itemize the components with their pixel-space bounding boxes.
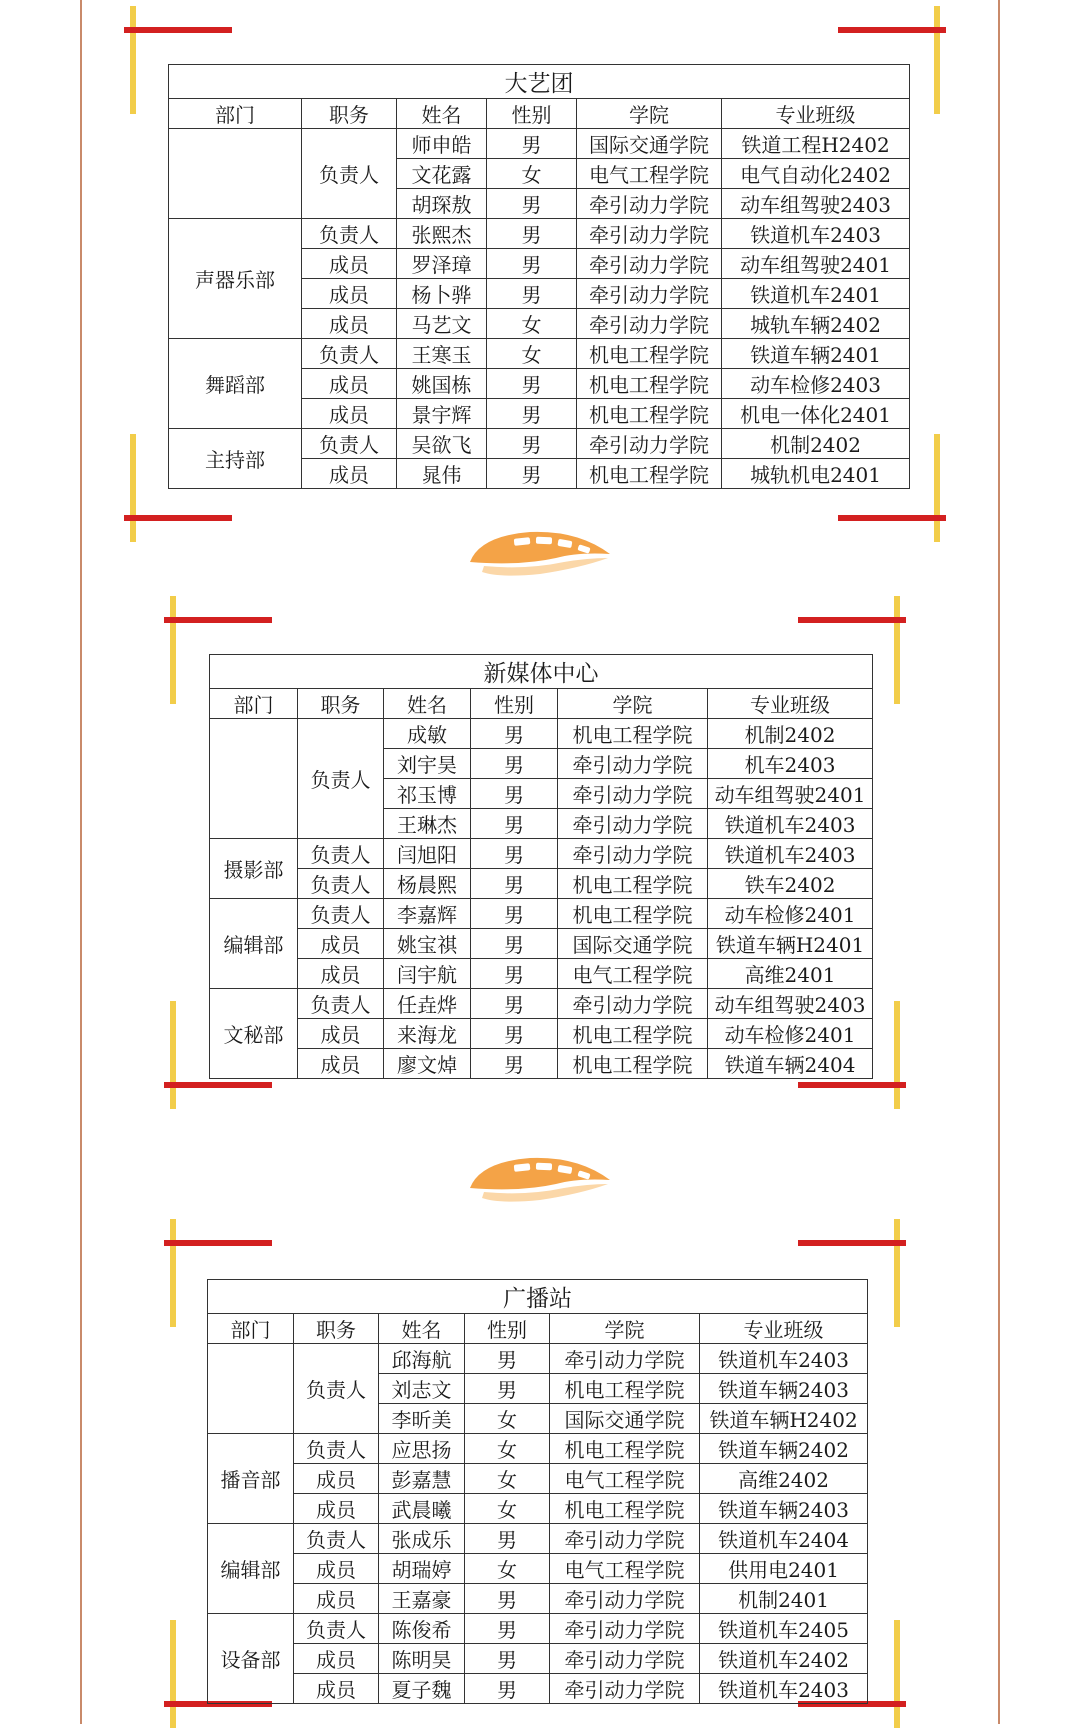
- gender-cell: 男: [487, 369, 577, 399]
- gender-cell: 男: [471, 779, 558, 809]
- college-cell: 牵引动力学院: [550, 1644, 700, 1674]
- class-cell: 动车检修2403: [722, 369, 910, 399]
- role-cell: 负责人: [294, 1434, 379, 1464]
- college-cell: 牵引动力学院: [558, 809, 708, 839]
- name-cell: 闫宇航: [384, 959, 471, 989]
- corner-frame-icon: [894, 1219, 900, 1327]
- name-cell: 文花露: [397, 159, 487, 189]
- dept-cell: 设备部: [208, 1614, 294, 1704]
- gender-cell: 女: [465, 1494, 550, 1524]
- role-cell: 负责人: [294, 1344, 379, 1434]
- column-header: 学院: [577, 99, 722, 129]
- name-cell: 闫旭阳: [384, 839, 471, 869]
- name-cell: 罗泽璋: [397, 249, 487, 279]
- class-cell: 铁道机车2404: [700, 1524, 868, 1554]
- column-header: 部门: [208, 1314, 294, 1344]
- role-cell: 负责人: [294, 1524, 379, 1554]
- dept-cell: 文秘部: [210, 989, 298, 1079]
- role-cell: 成员: [294, 1644, 379, 1674]
- class-cell: 铁道机车2403: [708, 809, 873, 839]
- name-cell: 师申皓: [397, 129, 487, 159]
- table-row: [169, 429, 910, 459]
- header-row: [169, 99, 910, 129]
- role-cell: 成员: [302, 309, 397, 339]
- column-header: 姓名: [397, 99, 487, 129]
- name-cell: 姚宝祺: [384, 929, 471, 959]
- class-cell: 铁道车辆2403: [700, 1494, 868, 1524]
- gender-cell: 男: [471, 809, 558, 839]
- corner-frame-icon: [170, 1620, 176, 1728]
- role-cell: 负责人: [302, 129, 397, 219]
- class-cell: 动车检修2401: [708, 1019, 873, 1049]
- roster-table: [209, 654, 873, 1079]
- table-row: [208, 1524, 868, 1554]
- table-row: [210, 989, 873, 1019]
- gender-cell: 男: [471, 929, 558, 959]
- table-row: [208, 1584, 868, 1614]
- dept-cell: 舞蹈部: [169, 339, 302, 429]
- gender-cell: 男: [487, 429, 577, 459]
- table-row: [208, 1614, 868, 1644]
- column-header: 性别: [465, 1314, 550, 1344]
- table-row: [210, 899, 873, 929]
- college-cell: 电气工程学院: [550, 1464, 700, 1494]
- corner-frame-icon: [894, 1001, 900, 1109]
- dept-cell: 播音部: [208, 1434, 294, 1524]
- class-cell: 机电一体化2401: [722, 399, 910, 429]
- role-cell: 成员: [298, 929, 384, 959]
- college-cell: 牵引动力学院: [550, 1524, 700, 1554]
- gender-cell: 女: [465, 1464, 550, 1494]
- role-cell: 负责人: [302, 429, 397, 459]
- column-header: 学院: [558, 689, 708, 719]
- name-cell: 吴欲飞: [397, 429, 487, 459]
- role-cell: 成员: [294, 1494, 379, 1524]
- gender-cell: 男: [471, 1019, 558, 1049]
- corner-frame-icon: [934, 6, 940, 114]
- college-cell: 牵引动力学院: [577, 249, 722, 279]
- column-header: 部门: [210, 689, 298, 719]
- name-cell: 彭嘉慧: [379, 1464, 465, 1494]
- corner-frame-icon: [164, 1240, 272, 1246]
- gender-cell: 男: [471, 749, 558, 779]
- page-border-left: [80, 0, 82, 1724]
- class-cell: 铁道车辆2404: [708, 1049, 873, 1079]
- class-cell: 动车检修2401: [708, 899, 873, 929]
- role-cell: 负责人: [298, 899, 384, 929]
- role-cell: 负责人: [298, 719, 384, 839]
- gender-cell: 男: [465, 1344, 550, 1374]
- role-cell: 成员: [298, 1049, 384, 1079]
- name-cell: 王嘉豪: [379, 1584, 465, 1614]
- gender-cell: 男: [487, 189, 577, 219]
- college-cell: 牵引动力学院: [577, 219, 722, 249]
- gender-cell: 男: [465, 1584, 550, 1614]
- corner-frame-icon: [798, 617, 906, 623]
- name-cell: 杨卜骅: [397, 279, 487, 309]
- college-cell: 牵引动力学院: [550, 1674, 700, 1704]
- class-cell: 动车组驾驶2401: [722, 249, 910, 279]
- column-header: 性别: [471, 689, 558, 719]
- table-row: [208, 1554, 868, 1584]
- class-cell: 机车2403: [708, 749, 873, 779]
- college-cell: 机电工程学院: [558, 869, 708, 899]
- column-header: 职务: [294, 1314, 379, 1344]
- table-row: [208, 1344, 868, 1374]
- college-cell: 机电工程学院: [550, 1434, 700, 1464]
- table-row: [210, 1019, 873, 1049]
- column-header: 专业班级: [722, 99, 910, 129]
- column-header: 职务: [302, 99, 397, 129]
- class-cell: 铁道车辆H2401: [708, 929, 873, 959]
- college-cell: 牵引动力学院: [577, 309, 722, 339]
- dept-cell: 主持部: [169, 429, 302, 489]
- column-header: 学院: [550, 1314, 700, 1344]
- college-cell: 国际交通学院: [558, 929, 708, 959]
- class-cell: 铁道车辆2402: [700, 1434, 868, 1464]
- table-row: [210, 1049, 873, 1079]
- class-cell: 高维2401: [708, 959, 873, 989]
- name-cell: 陈俊希: [379, 1614, 465, 1644]
- gender-cell: 女: [465, 1434, 550, 1464]
- train-icon: [460, 1148, 620, 1208]
- table-row: [210, 929, 873, 959]
- college-cell: 牵引动力学院: [550, 1344, 700, 1374]
- class-cell: 铁道机车2403: [700, 1674, 868, 1704]
- college-cell: 机电工程学院: [558, 899, 708, 929]
- table-row: [169, 129, 910, 159]
- name-cell: 应思扬: [379, 1434, 465, 1464]
- table-title: 新媒体中心: [210, 655, 873, 689]
- table-row: [210, 869, 873, 899]
- college-cell: 牵引动力学院: [550, 1584, 700, 1614]
- class-cell: 铁道机车2402: [700, 1644, 868, 1674]
- table-row: [210, 839, 873, 869]
- class-cell: 动车组驾驶2401: [708, 779, 873, 809]
- name-cell: 刘宇昊: [384, 749, 471, 779]
- class-cell: 供用电2401: [700, 1554, 868, 1584]
- table-row: [169, 219, 910, 249]
- name-cell: 张成乐: [379, 1524, 465, 1554]
- class-cell: 动车组驾驶2403: [708, 989, 873, 1019]
- class-cell: 铁道机车2405: [700, 1614, 868, 1644]
- college-cell: 机电工程学院: [558, 719, 708, 749]
- gender-cell: 男: [471, 989, 558, 1019]
- name-cell: 晁伟: [397, 459, 487, 489]
- role-cell: 成员: [294, 1464, 379, 1494]
- name-cell: 任垚烨: [384, 989, 471, 1019]
- college-cell: 牵引动力学院: [577, 189, 722, 219]
- class-cell: 铁道机车2403: [700, 1344, 868, 1374]
- role-cell: 成员: [302, 279, 397, 309]
- college-cell: 机电工程学院: [558, 1049, 708, 1079]
- corner-frame-icon: [934, 434, 940, 542]
- name-cell: 景宇辉: [397, 399, 487, 429]
- table-row: [208, 1494, 868, 1524]
- table-dayituan: [168, 64, 909, 489]
- column-header: 姓名: [379, 1314, 465, 1344]
- gender-cell: 男: [465, 1644, 550, 1674]
- table-row: [210, 959, 873, 989]
- role-cell: 成员: [294, 1674, 379, 1704]
- college-cell: 机电工程学院: [577, 399, 722, 429]
- table-title: 广播站: [208, 1280, 868, 1314]
- role-cell: 成员: [302, 399, 397, 429]
- college-cell: 电气工程学院: [550, 1554, 700, 1584]
- class-cell: 机制2402: [722, 429, 910, 459]
- gender-cell: 男: [471, 1049, 558, 1079]
- corner-frame-icon: [170, 1219, 176, 1327]
- column-header: 性别: [487, 99, 577, 129]
- college-cell: 机电工程学院: [577, 339, 722, 369]
- name-cell: 王寒玉: [397, 339, 487, 369]
- college-cell: 牵引动力学院: [577, 429, 722, 459]
- college-cell: 牵引动力学院: [558, 839, 708, 869]
- class-cell: 机制2402: [708, 719, 873, 749]
- corner-frame-icon: [164, 617, 272, 623]
- page-border-right: [998, 0, 1000, 1724]
- name-cell: 陈明昊: [379, 1644, 465, 1674]
- corner-frame-icon: [124, 27, 232, 33]
- role-cell: 负责人: [298, 989, 384, 1019]
- corner-frame-icon: [170, 1001, 176, 1109]
- name-cell: 胡瑞婷: [379, 1554, 465, 1584]
- class-cell: 动车组驾驶2403: [722, 189, 910, 219]
- corner-frame-icon: [894, 596, 900, 704]
- name-cell: 廖文焯: [384, 1049, 471, 1079]
- dept-cell: 编辑部: [208, 1524, 294, 1614]
- table-row: [208, 1674, 868, 1704]
- class-cell: 城轨车辆2402: [722, 309, 910, 339]
- corner-frame-icon: [894, 1620, 900, 1728]
- column-header: 部门: [169, 99, 302, 129]
- table-xinmeiti: [209, 654, 872, 1079]
- table-row: [208, 1434, 868, 1464]
- dept-cell: [169, 129, 302, 219]
- table-row: [208, 1644, 868, 1674]
- gender-cell: 男: [487, 459, 577, 489]
- college-cell: 牵引动力学院: [577, 279, 722, 309]
- dept-cell: [208, 1344, 294, 1434]
- role-cell: 成员: [302, 249, 397, 279]
- role-cell: 成员: [294, 1584, 379, 1614]
- name-cell: 祁玉博: [384, 779, 471, 809]
- table-row: [208, 1464, 868, 1494]
- name-cell: 王琳杰: [384, 809, 471, 839]
- name-cell: 夏子魏: [379, 1674, 465, 1704]
- role-cell: 成员: [298, 959, 384, 989]
- college-cell: 机电工程学院: [577, 459, 722, 489]
- name-cell: 姚国栋: [397, 369, 487, 399]
- class-cell: 铁道车辆2403: [700, 1374, 868, 1404]
- name-cell: 成敏: [384, 719, 471, 749]
- gender-cell: 女: [487, 159, 577, 189]
- column-header: 专业班级: [700, 1314, 868, 1344]
- corner-frame-icon: [164, 1082, 272, 1088]
- gender-cell: 男: [471, 959, 558, 989]
- name-cell: 邱海航: [379, 1344, 465, 1374]
- roster-table: [168, 64, 910, 489]
- column-header: 职务: [298, 689, 384, 719]
- role-cell: 负责人: [294, 1614, 379, 1644]
- class-cell: 铁道机车2403: [722, 219, 910, 249]
- college-cell: 电气工程学院: [577, 159, 722, 189]
- gender-cell: 男: [465, 1374, 550, 1404]
- college-cell: 机电工程学院: [558, 1019, 708, 1049]
- corner-frame-icon: [130, 6, 136, 114]
- corner-frame-icon: [170, 596, 176, 704]
- gender-cell: 女: [465, 1404, 550, 1434]
- dept-cell: 编辑部: [210, 899, 298, 989]
- corner-frame-icon: [798, 1240, 906, 1246]
- role-cell: 负责人: [298, 869, 384, 899]
- role-cell: 负责人: [302, 219, 397, 249]
- dept-cell: 摄影部: [210, 839, 298, 899]
- role-cell: 成员: [302, 369, 397, 399]
- class-cell: 高维2402: [700, 1464, 868, 1494]
- corner-frame-icon: [130, 434, 136, 542]
- role-cell: 成员: [294, 1554, 379, 1584]
- gender-cell: 男: [465, 1614, 550, 1644]
- table-title: 大艺团: [169, 65, 910, 99]
- gender-cell: 男: [471, 839, 558, 869]
- gender-cell: 男: [487, 129, 577, 159]
- train-icon: [460, 522, 620, 582]
- column-header: 专业班级: [708, 689, 873, 719]
- college-cell: 电气工程学院: [558, 959, 708, 989]
- class-cell: 铁道机车2401: [722, 279, 910, 309]
- class-cell: 城轨机电2401: [722, 459, 910, 489]
- gender-cell: 男: [487, 249, 577, 279]
- gender-cell: 男: [471, 719, 558, 749]
- college-cell: 国际交通学院: [577, 129, 722, 159]
- name-cell: 李嘉辉: [384, 899, 471, 929]
- college-cell: 牵引动力学院: [558, 749, 708, 779]
- gender-cell: 男: [487, 279, 577, 309]
- header-row: [208, 1314, 868, 1344]
- corner-frame-icon: [798, 1082, 906, 1088]
- gender-cell: 男: [471, 899, 558, 929]
- corner-frame-icon: [124, 515, 232, 521]
- college-cell: 牵引动力学院: [558, 779, 708, 809]
- role-cell: 负责人: [298, 839, 384, 869]
- header-row: [210, 689, 873, 719]
- roster-table: [207, 1279, 868, 1704]
- column-header: 姓名: [384, 689, 471, 719]
- college-cell: 国际交通学院: [550, 1404, 700, 1434]
- table-guangbozhan: [207, 1279, 867, 1704]
- gender-cell: 男: [465, 1524, 550, 1554]
- role-cell: 负责人: [302, 339, 397, 369]
- gender-cell: 女: [487, 339, 577, 369]
- college-cell: 牵引动力学院: [558, 989, 708, 1019]
- class-cell: 铁道车辆H2402: [700, 1404, 868, 1434]
- class-cell: 电气自动化2402: [722, 159, 910, 189]
- corner-frame-icon: [838, 27, 946, 33]
- name-cell: 杨晨熙: [384, 869, 471, 899]
- name-cell: 武晨曦: [379, 1494, 465, 1524]
- name-cell: 刘志文: [379, 1374, 465, 1404]
- corner-frame-icon: [838, 515, 946, 521]
- class-cell: 铁车2402: [708, 869, 873, 899]
- college-cell: 机电工程学院: [577, 369, 722, 399]
- name-cell: 胡琛敖: [397, 189, 487, 219]
- gender-cell: 男: [487, 219, 577, 249]
- class-cell: 铁道工程H2402: [722, 129, 910, 159]
- table-row: [210, 719, 873, 749]
- role-cell: 成员: [302, 459, 397, 489]
- name-cell: 马艺文: [397, 309, 487, 339]
- gender-cell: 女: [487, 309, 577, 339]
- dept-cell: 声器乐部: [169, 219, 302, 339]
- college-cell: 机电工程学院: [550, 1494, 700, 1524]
- table-row: [169, 339, 910, 369]
- class-cell: 铁道车辆2401: [722, 339, 910, 369]
- gender-cell: 女: [465, 1554, 550, 1584]
- name-cell: 张熙杰: [397, 219, 487, 249]
- name-cell: 来海龙: [384, 1019, 471, 1049]
- college-cell: 机电工程学院: [550, 1374, 700, 1404]
- college-cell: 牵引动力学院: [550, 1614, 700, 1644]
- name-cell: 李昕美: [379, 1404, 465, 1434]
- dept-cell: [210, 719, 298, 839]
- class-cell: 机制2401: [700, 1584, 868, 1614]
- role-cell: 成员: [298, 1019, 384, 1049]
- gender-cell: 男: [471, 869, 558, 899]
- class-cell: 铁道机车2403: [708, 839, 873, 869]
- gender-cell: 男: [465, 1674, 550, 1704]
- gender-cell: 男: [487, 399, 577, 429]
